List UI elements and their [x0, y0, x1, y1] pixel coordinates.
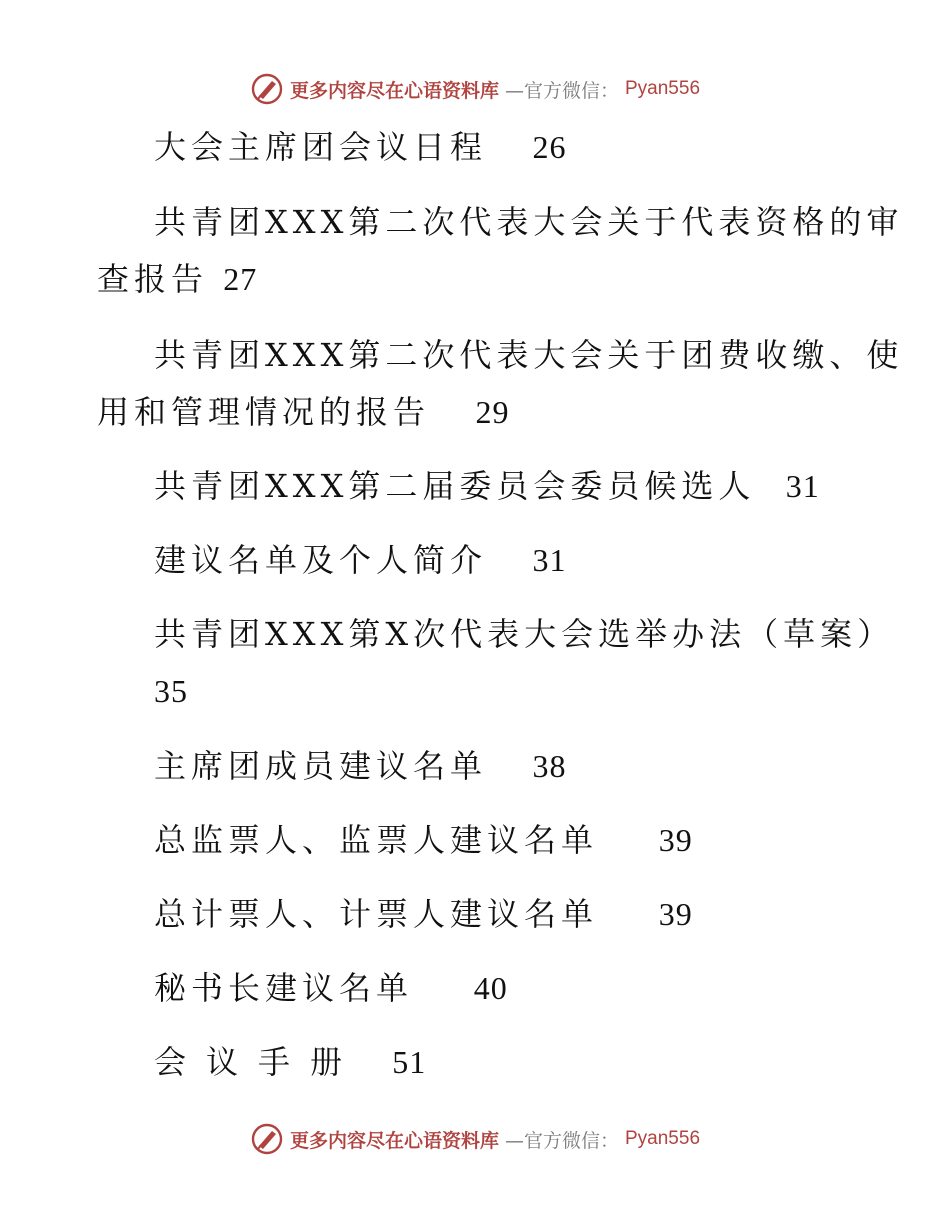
watermark-separator-text: —官方微信：	[504, 1129, 619, 1152]
toc-entry-qualification-line2	[97, 259, 257, 299]
toc-entry-nominees	[154, 540, 567, 580]
toc-entry-page: 31	[532, 542, 567, 578]
toc-entry-fees-line1	[154, 335, 903, 375]
toc-entry-election-rules-line1	[154, 614, 894, 654]
watermark-account: Pyan556	[625, 78, 701, 99]
toc-entry-election-rules-line2	[154, 671, 188, 711]
toc-entry-page: 35	[154, 673, 188, 709]
watermark-account: Pyan556	[625, 1128, 701, 1149]
toc-entry-tellers	[154, 894, 693, 934]
toc-entry-title: 会议手册	[154, 1043, 363, 1081]
toc-entry-handbook	[154, 1042, 426, 1082]
toc-entry-fees-line2	[97, 392, 510, 432]
toc-entry-page: 31	[785, 468, 820, 504]
toc-entry-page: 39	[658, 896, 693, 932]
toc-entry-qualification-line1	[154, 202, 903, 242]
toc-entry-page: 27	[223, 261, 258, 297]
toc-entry-scrutineers	[154, 820, 693, 860]
toc-entry-page: 40	[473, 970, 508, 1006]
toc-entry-title: 总监票人、监票人建议名单	[154, 821, 599, 859]
toc-entry-title: 共青团XXX第二届委员会委员候选人	[154, 467, 756, 505]
toc-entry-title: 共青团XXX第X次代表大会选举办法（草案）	[154, 615, 895, 653]
toc-entry-presidium	[154, 746, 567, 786]
footer-watermark	[0, 1122, 950, 1156]
toc-entry-title: 主席团成员建议名单	[154, 747, 488, 785]
toc-entry-page: 51	[392, 1044, 427, 1080]
toc-entry-page: 29	[475, 394, 510, 430]
toc-entry-schedule	[154, 127, 567, 167]
toc-entry-title: 秘书长建议名单	[154, 969, 414, 1007]
watermark-separator-text: —官方微信：	[504, 79, 619, 102]
pen-seal-icon	[250, 1122, 284, 1156]
toc-entry-candidates	[154, 466, 820, 506]
watermark-main-text: 更多内容尽在心语资料库	[289, 79, 499, 102]
toc-entry-title: 查报告	[97, 260, 209, 298]
toc-entry-title: 总计票人、计票人建议名单	[154, 895, 599, 933]
toc-entry-title: 共青团XXX第二次代表大会关于团费收缴、使	[154, 336, 904, 374]
toc-entry-title: 共青团XXX第二次代表大会关于代表资格的审	[154, 203, 904, 241]
toc-entry-title: 大会主席团会议日程	[154, 128, 488, 166]
toc-entry-page: 26	[532, 129, 567, 165]
toc-entry-secretary-general	[154, 968, 508, 1008]
toc-entry-page: 38	[532, 748, 567, 784]
toc-entry-title: 建议名单及个人简介	[154, 541, 488, 579]
watermark-main-text: 更多内容尽在心语资料库	[289, 1129, 499, 1152]
toc-entry-page: 39	[658, 822, 693, 858]
header-watermark	[0, 72, 950, 106]
pen-seal-icon	[250, 72, 284, 106]
toc-entry-title: 用和管理情况的报告	[97, 393, 431, 431]
